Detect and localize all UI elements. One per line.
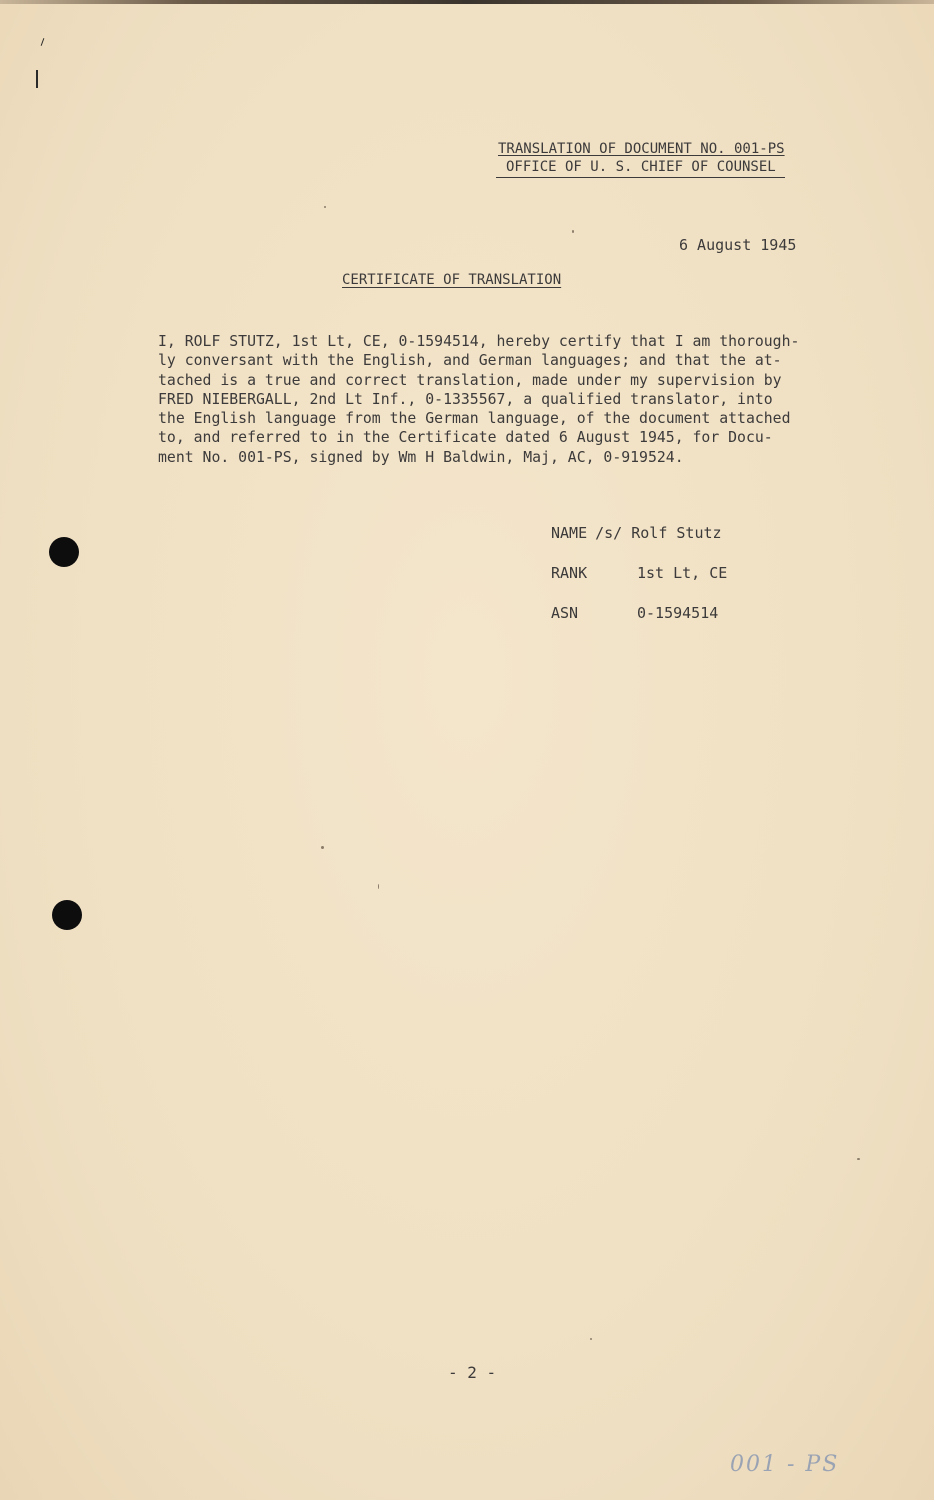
signature-asn-row [551,604,727,644]
margin-mark [36,70,38,88]
signature-rank-row [551,564,727,604]
certificate-title: CERTIFICATE OF TRANSLATION [342,272,562,288]
certification-paragraph: I, ROLF STUTZ, 1st Lt, CE, 0-1594514, hereby certify that I am thorough- ly conversant with the English, and German languages; and that the at- tached is a true and correct translation, made under my supervision by FRED NIEBERGALL, 2nd Lt Inf., 0-1335567, a qualified translator, into the English language from the German language, of the document attached to, and referred to in the Certificate dated 6 August 1945, for Docu- ment No. 001-PS, signed by Wm H Baldwin, Maj, AC, 0-919524. [158,333,800,466]
name-value: /s/ Rolf Stutz [595,524,722,542]
rank-value: 1st Lt, CE [637,564,728,582]
rank-label: RANK [551,564,588,582]
punch-hole [52,900,82,930]
page-number: - 2 - [448,1363,497,1382]
margin-mark [41,38,45,46]
paper-speck [572,230,574,233]
name-label: NAME [551,524,588,542]
signature-block [551,524,727,644]
paper-speck [321,846,324,849]
punch-hole [49,537,79,567]
document-header [496,140,785,178]
paper-speck [324,206,326,208]
page-top-edge [0,0,934,4]
asn-label: ASN [551,604,579,622]
paper-speck [857,1158,860,1160]
header-office-line: OFFICE OF U. S. CHIEF OF COUNSEL [496,158,785,178]
paper-speck [378,884,379,889]
handwritten-document-number: 001 - PS [730,1452,840,1477]
document-date: 6 August 1945 [679,236,797,254]
asn-value: 0-1594514 [637,604,719,622]
signature-name-row [551,524,727,564]
header-translation-line: TRANSLATION OF DOCUMENT NO. 001-PS [498,141,785,157]
paper-speck [590,1338,592,1340]
